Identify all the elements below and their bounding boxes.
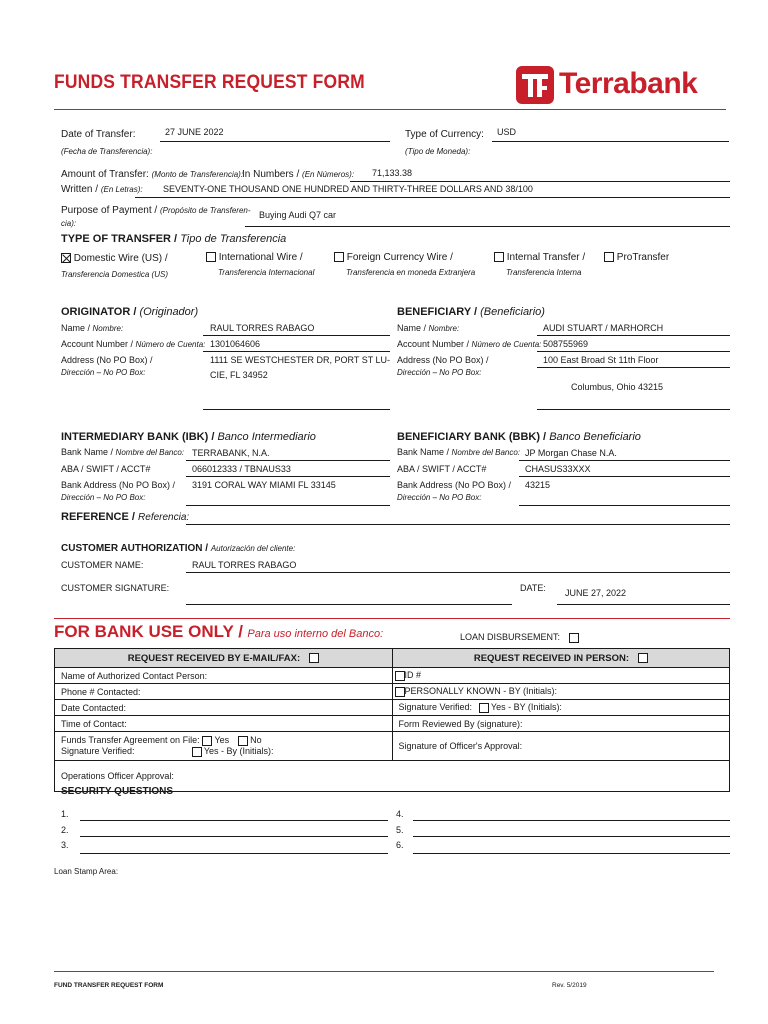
label-es: Nombre: — [92, 324, 124, 333]
checkbox-icon[interactable] — [238, 736, 248, 746]
originator-heading-text: ORIGINATOR / — [61, 306, 137, 318]
option-internal-transfer[interactable] — [494, 252, 585, 263]
beneficiary-address-line-a — [537, 367, 730, 368]
table-cell[interactable] — [392, 700, 730, 716]
ibk-aba-value[interactable]: 066012333 / TBNAUS33 — [192, 464, 291, 474]
label-es: Número de Cuenta: — [471, 340, 542, 349]
table-row — [55, 732, 730, 761]
sigver-label: Signature Verified: — [61, 746, 135, 756]
label-es: Nombre del Banco: — [115, 448, 185, 457]
email-fax-header — [55, 649, 393, 668]
checkbox-icon[interactable] — [395, 671, 405, 681]
beneficiary-account-line — [537, 351, 730, 352]
cell-text: PERSONALLY KNOWN - BY (Initials): — [404, 686, 558, 697]
header-text: REQUEST RECEIVED IN PERSON: — [473, 652, 630, 664]
label-es: Nombre: — [428, 324, 460, 333]
amount-label-es: (Monto de Transferencia): — [151, 170, 244, 179]
bbk-bank-name-line — [519, 460, 730, 461]
customer-name-line — [186, 572, 730, 573]
ibk-address-value[interactable]: 3191 CORAL WAY MIAMI FL 33145 — [192, 480, 336, 490]
ibk-address-label: Bank Address (No PO Box) / — [61, 480, 176, 490]
date-line — [160, 141, 390, 142]
beneficiary-account-value[interactable]: 508755969 — [543, 339, 589, 349]
option-international-wire-es: Transferencia Internacional — [218, 268, 315, 277]
written-line — [135, 197, 730, 198]
label-es: Número de Cuenta: — [135, 340, 206, 349]
bank-use-heading-es: Para uso interno del Banco: — [247, 628, 384, 640]
security-answer-line[interactable] — [413, 820, 730, 821]
option-foreign-currency-es: Transferencia en moneda Extranjera — [346, 268, 476, 277]
beneficiary-heading — [397, 306, 545, 318]
amount-label-text: Amount of Transfer: — [61, 169, 149, 180]
yes-label: Yes — [214, 735, 230, 745]
originator-name-value[interactable]: RAUL TORRES RABAGO — [210, 323, 315, 333]
security-answer-line[interactable] — [80, 853, 388, 854]
purpose-value[interactable]: Buying Audi Q7 car — [259, 210, 337, 220]
footer-title: FUND TRANSFER REQUEST FORM — [54, 982, 164, 989]
purpose-label-es: (Propósito de Transferen- — [159, 206, 251, 215]
label-text: Bank Name / — [61, 447, 114, 457]
table-cell[interactable]: Date Contacted: — [55, 700, 393, 716]
reference-label — [61, 511, 189, 523]
bank-use-divider — [54, 618, 730, 619]
reference-label-text: REFERENCE / — [61, 511, 135, 523]
security-heading: SECURITY QUESTIONS — [61, 786, 174, 797]
numbers-label-text: In Numbers / — [242, 169, 300, 180]
checkbox-icon[interactable] — [206, 252, 216, 262]
numbers-label-es: (En Números): — [302, 170, 355, 179]
bank-use-table — [54, 648, 730, 792]
purpose-label — [61, 205, 251, 216]
type-of-transfer-heading — [61, 233, 286, 245]
table-row — [55, 684, 730, 700]
label-text: Account Number / — [61, 339, 134, 349]
option-domestic-wire-es: Transferencia Domestica (US) — [61, 270, 168, 279]
option-protransfer[interactable] — [604, 252, 669, 263]
numbers-label — [242, 169, 354, 180]
table-cell[interactable]: Operations Officer Approval: — [55, 761, 730, 792]
label-text: Name / — [397, 323, 427, 333]
checked-checkbox-icon[interactable] — [61, 253, 71, 263]
type-heading-text: TYPE OF TRANSFER / — [61, 233, 178, 245]
table-cell[interactable]: Form Reviewed By (signature): — [392, 716, 730, 732]
security-number: 4. — [396, 809, 404, 819]
table-cell[interactable]: Phone # Contacted: — [55, 684, 393, 700]
checkbox-icon[interactable] — [192, 747, 202, 757]
originator-name-label — [61, 323, 123, 333]
customer-name-label: CUSTOMER NAME: — [61, 560, 144, 570]
written-label — [61, 184, 143, 195]
originator-name-line — [203, 335, 390, 336]
security-answer-line[interactable] — [80, 836, 388, 837]
originator-address-label-es: Dirección – No PO Box: — [61, 368, 146, 377]
currency-value[interactable]: USD — [497, 127, 517, 137]
in-person-header — [392, 649, 730, 668]
table-cell[interactable] — [55, 732, 393, 761]
beneficiary-address-label-es: Dirección – No PO Box: — [397, 368, 482, 377]
ibk-aba-label: ABA / SWIFT / ACCT# — [61, 464, 151, 474]
numbers-value[interactable]: 71,133.38 — [372, 168, 413, 178]
beneficiary-bank-heading — [397, 431, 641, 443]
beneficiary-address-line-b — [537, 409, 730, 410]
bbk-address-label: Bank Address (No PO Box) / — [397, 480, 512, 490]
originator-account-line — [203, 351, 390, 352]
purpose-label-es2: cia): — [61, 219, 77, 228]
originator-address-line1[interactable]: 1111 SE WESTCHESTER DR, PORT ST LU- — [210, 355, 391, 365]
originator-account-label — [61, 339, 205, 349]
security-answer-line[interactable] — [80, 820, 388, 821]
originator-heading-es: (Originador) — [139, 306, 199, 318]
option-label: ProTransfer — [616, 252, 670, 263]
checkbox-icon[interactable] — [479, 703, 489, 713]
label-text: Bank Name / — [397, 447, 450, 457]
security-number: 2. — [61, 825, 69, 835]
bbk-aba-label: ABA / SWIFT / ACCT# — [397, 464, 487, 474]
heading-text: INTERMEDIARY BANK (IBK) / — [61, 431, 215, 443]
option-international-wire[interactable] — [206, 252, 303, 263]
security-answer-line[interactable] — [413, 853, 730, 854]
customer-signature-line[interactable] — [186, 604, 512, 605]
bbk-address-value[interactable]: 43215 — [525, 480, 551, 490]
written-label-text: Written / — [61, 184, 99, 195]
customer-name-value[interactable]: RAUL TORRES RABAGO — [192, 560, 297, 570]
bank-use-heading-text: FOR BANK USE ONLY / — [54, 622, 243, 641]
originator-account-value[interactable]: 1301064606 — [210, 339, 261, 349]
currency-label: Type of Currency: — [405, 129, 484, 140]
ibk-bank-name-label — [61, 447, 184, 457]
purpose-label-text: Purpose of Payment / — [61, 205, 158, 216]
beneficiary-name-line — [537, 335, 730, 336]
ibk-bank-name-line — [186, 460, 390, 461]
loan-disbursement[interactable] — [460, 632, 579, 643]
originator-address-line2[interactable]: CIE, FL 34952 — [210, 370, 268, 380]
no-label: No — [250, 735, 262, 745]
originator-heading — [61, 306, 198, 318]
currency-label-es: (Tipo de Moneda): — [405, 147, 471, 156]
table-cell[interactable] — [392, 684, 730, 700]
date-label: Date of Transfer: — [61, 129, 136, 140]
table-row — [55, 716, 730, 732]
security-answer-line[interactable] — [413, 836, 730, 837]
table-cell[interactable]: Name of Authorized Contact Person: — [55, 668, 393, 684]
heading-es: Autorización del cliente: — [210, 544, 296, 553]
checkbox-icon[interactable] — [309, 653, 319, 663]
beneficiary-name-label — [397, 323, 459, 333]
beneficiary-heading-es: (Beneficiario) — [480, 306, 545, 318]
written-value[interactable]: SEVENTY-ONE THOUSAND ONE HUNDRED AND THIRTY-THREE DOLLARS AND 38/100 — [163, 184, 533, 194]
loan-stamp-label: Loan Stamp Area: — [54, 867, 119, 876]
checkbox-icon[interactable] — [569, 633, 579, 643]
heading-text: BENEFICIARY BANK (BBK) / — [397, 431, 547, 443]
security-number: 1. — [61, 809, 69, 819]
cell-text: Signature Verified: — [398, 702, 473, 713]
bbk-aba-line — [519, 476, 730, 477]
cell-text: Yes - BY (Initials): — [490, 702, 562, 713]
security-number: 5. — [396, 825, 404, 835]
written-label-es: (En Letras): — [100, 185, 143, 194]
footer-divider — [54, 971, 714, 972]
beneficiary-name-value[interactable]: AUDI STUART / MARHORCH — [543, 323, 664, 333]
yes-by-label: Yes - By (Initials): — [203, 746, 274, 756]
auth-date-line — [557, 604, 730, 605]
header-text: REQUEST RECEIVED BY E-MAIL/FAX: — [127, 652, 301, 664]
bbk-bank-name-label — [397, 447, 520, 457]
option-label: Internal Transfer / — [506, 252, 586, 263]
security-number: 6. — [396, 840, 404, 850]
brand-name: Terrabank — [559, 67, 698, 100]
originator-address-line — [203, 409, 390, 410]
table-cell[interactable] — [392, 668, 730, 684]
amount-label — [61, 169, 243, 180]
terrabank-logo-icon — [516, 66, 554, 104]
bbk-address-line — [519, 505, 730, 506]
type-heading-es: Tipo de Transferencia — [180, 233, 287, 245]
checkbox-icon[interactable] — [334, 252, 344, 262]
form-title: FUNDS TRANSFER REQUEST FORM — [54, 72, 365, 93]
ibk-aba-line — [186, 476, 390, 477]
customer-signature-label: CUSTOMER SIGNATURE: — [61, 583, 170, 593]
currency-line — [492, 141, 729, 142]
beneficiary-account-label — [397, 339, 541, 349]
table-row — [55, 668, 730, 684]
purpose-line — [245, 226, 730, 227]
intermediary-bank-heading — [61, 431, 316, 443]
beneficiary-heading-text: BENEFICIARY / — [397, 306, 478, 318]
option-domestic-wire[interactable] — [61, 253, 168, 264]
bank-table-header — [55, 649, 730, 668]
authorization-heading — [61, 543, 295, 554]
checkbox-icon[interactable] — [395, 687, 405, 697]
cell-text: ID # — [404, 670, 422, 681]
security-number: 3. — [61, 840, 69, 850]
heading-es: Banco Intermediario — [217, 431, 316, 443]
table-cell[interactable]: Time of Contact: — [55, 716, 393, 732]
bbk-bank-name-value[interactable]: JP Morgan Chase N.A. — [525, 448, 617, 458]
checkbox-icon[interactable] — [494, 252, 504, 262]
option-label: Foreign Currency Wire / — [346, 252, 453, 263]
heading-es: Banco Beneficiario — [549, 431, 641, 443]
table-cell[interactable]: Signature of Officer's Approval: — [392, 732, 730, 761]
option-internal-transfer-es: Transferencia Interna — [506, 268, 582, 277]
footer-revision: Rev. 5/2019 — [552, 982, 587, 989]
auth-date-label: DATE: — [520, 583, 546, 593]
sigver-line — [61, 746, 386, 757]
reference-label-es: Referencia: — [138, 512, 190, 523]
agreement-label: Funds Transfer Agreement on File: — [61, 735, 200, 745]
option-label: International Wire / — [218, 252, 303, 263]
beneficiary-address-label: Address (No PO Box) / — [397, 355, 489, 365]
beneficiary-address-line1[interactable]: 100 East Broad St 11th Floor — [543, 355, 659, 365]
auth-date-value[interactable]: JUNE 27, 2022 — [565, 588, 627, 598]
label-es: Nombre del Banco: — [451, 448, 521, 457]
label-text: Name / — [61, 323, 91, 333]
label-text: Account Number / — [397, 339, 470, 349]
checkbox-icon[interactable] — [604, 252, 614, 262]
bbk-aba-value[interactable]: CHASUS33XXX — [525, 464, 591, 474]
numbers-line — [350, 181, 730, 182]
loan-disbursement-label: LOAN DISBURSEMENT: — [460, 632, 561, 642]
ibk-address-label-es: Dirección – No PO Box: — [61, 493, 146, 502]
option-foreign-currency[interactable] — [334, 252, 453, 263]
bank-use-heading — [54, 622, 383, 642]
date-label-es: (Fecha de Transferencia): — [61, 147, 153, 156]
bbk-address-label-es: Dirección – No PO Box: — [397, 493, 482, 502]
ibk-bank-name-value[interactable]: TERRABANK, N.A. — [192, 448, 270, 458]
date-value[interactable]: 27 JUNE 2022 — [165, 127, 224, 137]
agreement-line — [61, 735, 386, 746]
reference-line[interactable] — [186, 524, 730, 525]
table-row — [55, 700, 730, 716]
checkbox-icon[interactable] — [202, 736, 212, 746]
option-label: Domestic Wire (US) / — [73, 253, 168, 264]
beneficiary-address-line2[interactable]: Columbus, Ohio 43215 — [571, 382, 664, 392]
checkbox-icon[interactable] — [638, 653, 648, 663]
originator-address-label: Address (No PO Box) / — [61, 355, 153, 365]
ibk-address-line — [186, 505, 390, 506]
header-divider — [54, 109, 726, 110]
heading-text: CUSTOMER AUTHORIZATION / — [61, 543, 209, 554]
